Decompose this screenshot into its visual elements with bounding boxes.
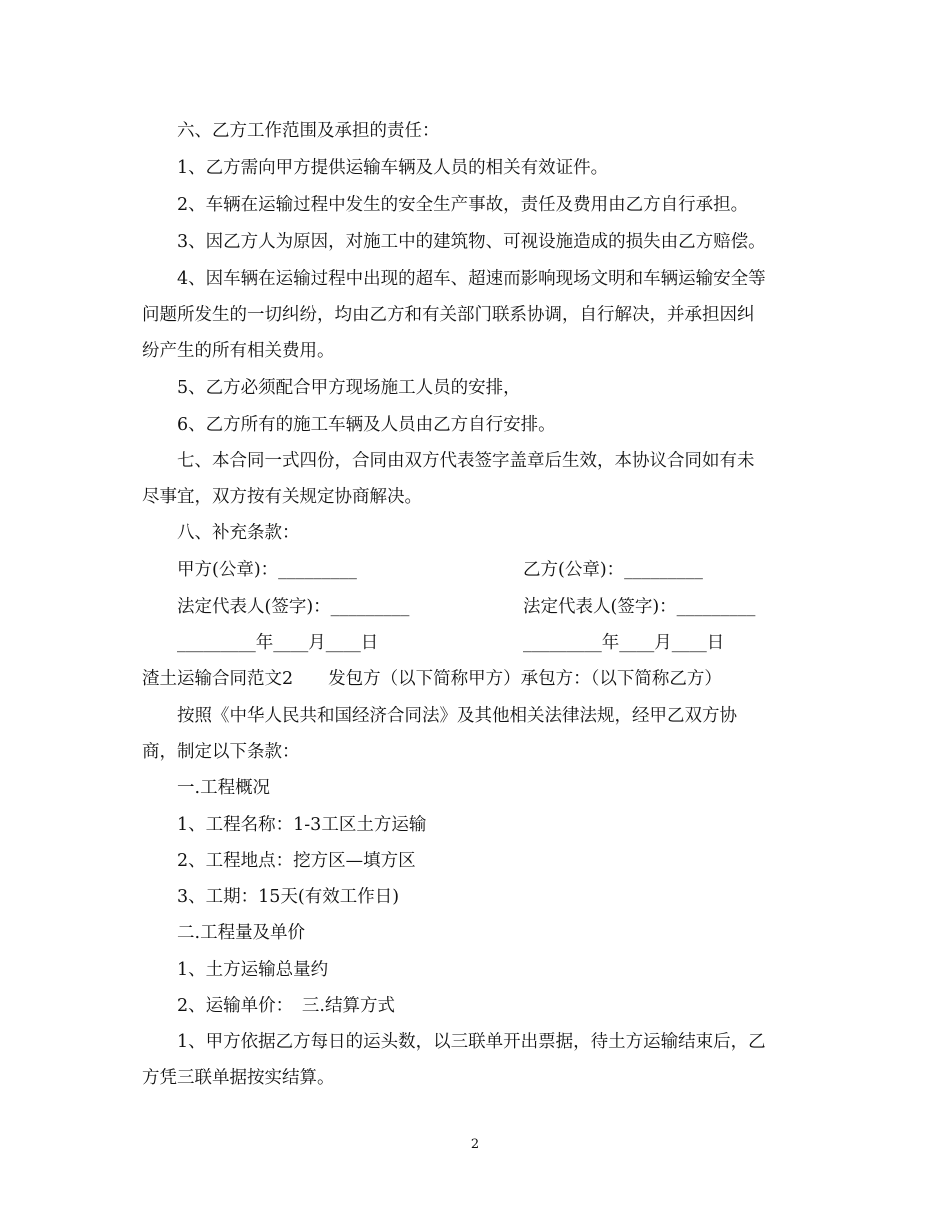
clause-item: 1、工程名称：1-3工区土方运输	[177, 815, 427, 835]
clause-continuation: 问题所发生的一切纠纷，均由乙方和有关部门联系协调，自行解决，并承担因纠	[142, 305, 755, 325]
clause-continuation: 尽事宜，双方按有关规定协商解决。	[142, 487, 422, 507]
clause-item: 2、运输单价： 三.结算方式	[177, 996, 395, 1016]
clause-continuation: 纷产生的所有相关费用。	[142, 341, 335, 361]
clause-item: 2、工程地点：挖方区—填方区	[177, 851, 416, 871]
section-heading: 二.工程量及单价	[177, 923, 306, 943]
contract-title-line: 渣土运输合同范文2 发包方（以下简称甲方）承包方：（以下简称乙方）	[142, 669, 722, 689]
paragraph: 按照《中华人民共和国经济合同法》及其他相关法律法规，经甲乙双方协	[177, 706, 737, 726]
clause-item: 3、工期：15天(有效工作日)	[177, 887, 400, 907]
section-heading: 八、补充条款：	[177, 523, 300, 543]
paragraph-continuation: 商，制定以下条款：	[142, 742, 300, 762]
party-b-date-field: _________年____月____日	[523, 633, 725, 653]
section-heading: 七、本合同一式四份，合同由双方代表签字盖章后生效，本协议合同如有未	[177, 451, 755, 471]
clause-continuation: 方凭三联单据按实结算。	[142, 1068, 335, 1088]
party-b-representative-field: 法定代表人(签字)：_________	[523, 597, 756, 617]
clause-item: 1、甲方依据乙方每日的运头数，以三联单开出票据，待土方运输结束后，乙	[177, 1032, 766, 1052]
party-a-seal-field: 甲方(公章)：_________	[177, 560, 357, 580]
clause-item: 3、因乙方人为原因，对施工中的建筑物、可视设施造成的损失由乙方赔偿。	[177, 232, 766, 252]
party-b-seal-field: 乙方(公章)：_________	[523, 560, 703, 580]
party-a-date-field: _________年____月____日	[177, 633, 379, 653]
clause-item: 2、车辆在运输过程中发生的安全生产事故，责任及费用由乙方自行承担。	[177, 195, 749, 215]
clause-item: 1、土方运输总量约	[177, 960, 329, 980]
clause-item: 4、因车辆在运输过程中出现的超车、超速而影响现场文明和车辆运输安全等	[177, 269, 766, 289]
clause-item: 5、乙方必须配合甲方现场施工人员的安排，	[177, 378, 521, 398]
page-number: 2	[470, 1137, 480, 1152]
section-heading: 六、乙方工作范围及承担的责任：	[177, 121, 440, 141]
party-a-representative-field: 法定代表人(签字)：_________	[177, 597, 410, 617]
clause-item: 6、乙方所有的施工车辆及人员由乙方自行安排。	[177, 415, 556, 435]
clause-item: 1、乙方需向甲方提供运输车辆及人员的相关有效证件。	[177, 158, 609, 178]
section-heading: 一.工程概况	[177, 778, 271, 798]
